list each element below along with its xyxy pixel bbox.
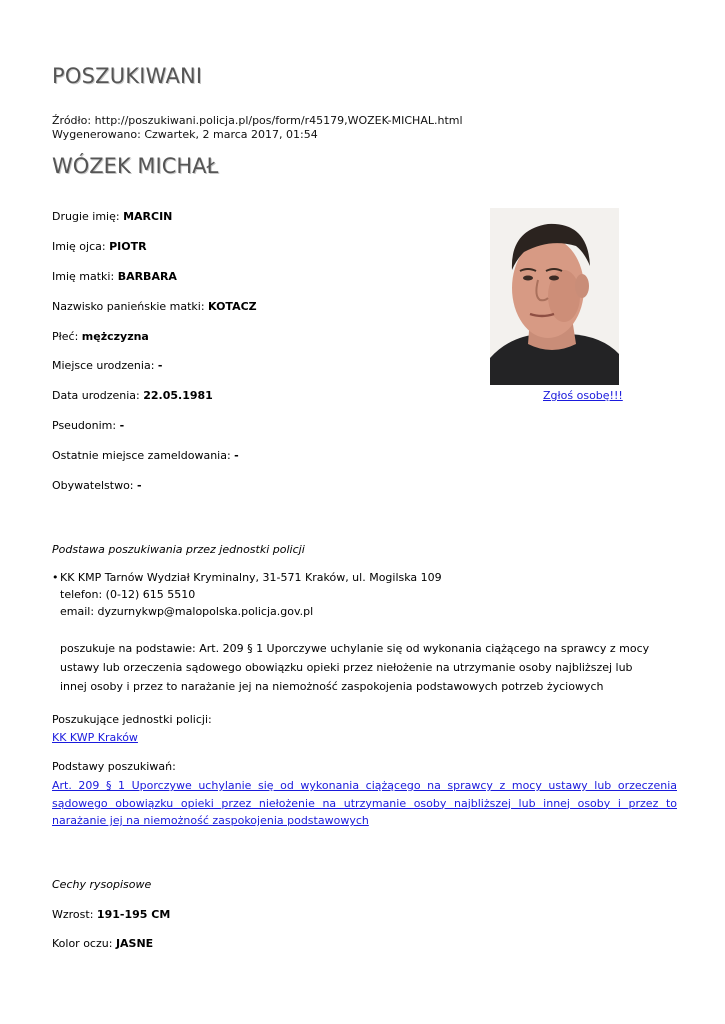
document-meta	[52, 114, 463, 142]
search-basis-label: Podstawy poszukiwań:	[52, 760, 176, 773]
field-label: Data urodzenia:	[52, 389, 140, 402]
page-title: POSZUKIWANI	[52, 64, 203, 88]
field-label: Drugie imię:	[52, 210, 120, 223]
field-label: Nazwisko panieńskie matki:	[52, 300, 205, 313]
field-label: Kolor oczu:	[52, 937, 113, 950]
field-sex	[52, 330, 149, 343]
source-line	[52, 114, 463, 128]
field-label: Obywatelstwo:	[52, 479, 134, 492]
field-value: -	[119, 419, 125, 432]
field-value: 191-195 CM	[96, 908, 171, 921]
field-value: 22.05.1981	[143, 389, 213, 402]
person-photo	[490, 208, 619, 385]
police-unit-entry	[52, 569, 662, 620]
field-label: Miejsce urodzenia:	[52, 359, 155, 372]
person-name: WÓZEK MICHAŁ	[52, 154, 219, 178]
field-mother-name	[52, 270, 177, 283]
search-basis-link[interactable]: Art. 209 § 1 Uporczywe uchylanie się od wykonania ciążącego na sprawcy z mocy ustawy lub orzeczenia sądowego obowiązku opieki przez niełożenie na utrzymanie osoby najbliższej lub innej osoby i przez to narażanie jej na niemożność zaspokojenia podstawowych	[52, 779, 677, 827]
searching-units-label: Poszukujące jednostki policji:	[52, 713, 212, 726]
field-value: JASNE	[115, 937, 154, 950]
field-label: Pseudonim:	[52, 419, 117, 432]
field-value: MARCIN	[123, 210, 173, 223]
report-person-link[interactable]: Zgłoś osobę!!!	[543, 389, 623, 402]
field-label: Płeć:	[52, 330, 79, 343]
field-label: Wzrost:	[52, 908, 94, 921]
feature-height	[52, 908, 170, 921]
field-value: BARBARA	[117, 270, 177, 283]
field-value: -	[234, 449, 239, 462]
field-birth-date	[52, 389, 213, 402]
field-value: KOTACZ	[208, 300, 257, 313]
field-value: mężczyzna	[81, 330, 149, 343]
field-middle-name	[52, 210, 172, 223]
generated-label: Wygenerowano:	[52, 128, 141, 141]
field-nickname	[52, 419, 124, 432]
feature-eye-color	[52, 937, 153, 950]
features-heading: Cechy rysopisowe	[52, 878, 152, 891]
field-label: Ostatnie miejsce zameldowania:	[52, 449, 231, 462]
field-last-registered-address	[52, 449, 239, 462]
police-unit-phone: telefon: (0-12) 615 5510	[60, 588, 196, 601]
searching-unit-link[interactable]: KK KWP Kraków	[52, 731, 138, 744]
source-label: Źródło:	[52, 114, 92, 127]
field-value: -	[137, 479, 142, 492]
field-value: PIOTR	[109, 240, 147, 253]
generated-line	[52, 128, 463, 142]
source-url: http://poszukiwani.policja.pl/pos/form/r45179,WOZEK-MICHAL.html	[94, 114, 463, 127]
field-mother-maiden-name	[52, 300, 257, 313]
bullet-icon: •	[52, 571, 59, 584]
police-unit-address: KK KMP Tarnów Wydział Kryminalny, 31-571 Kraków, ul. Mogilska 109	[60, 571, 442, 584]
wanted-basis-text: poszukuje na podstawie: Art. 209 § 1 Uporczywe uchylanie się od wykonania ciążącego na sprawcy z mocy ustawy lub orzeczenia sądowego obowiązku opieki przez niełożenie na utrzymanie osoby najbliższej lub innej osoby i przez to narażanie jej na niemożność zaspokojenia podstawowych potrzeb życiowych	[60, 642, 650, 693]
field-citizenship	[52, 479, 142, 492]
police-unit-email: email: dyzurnykwp@malopolska.policja.gov.pl	[60, 605, 314, 618]
field-label: Imię matki:	[52, 270, 115, 283]
field-label: Imię ojca:	[52, 240, 106, 253]
field-birthplace	[52, 359, 162, 372]
generated-value: Czwartek, 2 marca 2017, 01:54	[144, 128, 318, 141]
field-father-name	[52, 240, 147, 253]
field-value: -	[157, 359, 163, 372]
wanted-basis-heading: Podstawa poszukiwania przez jednostki policji	[52, 543, 305, 556]
